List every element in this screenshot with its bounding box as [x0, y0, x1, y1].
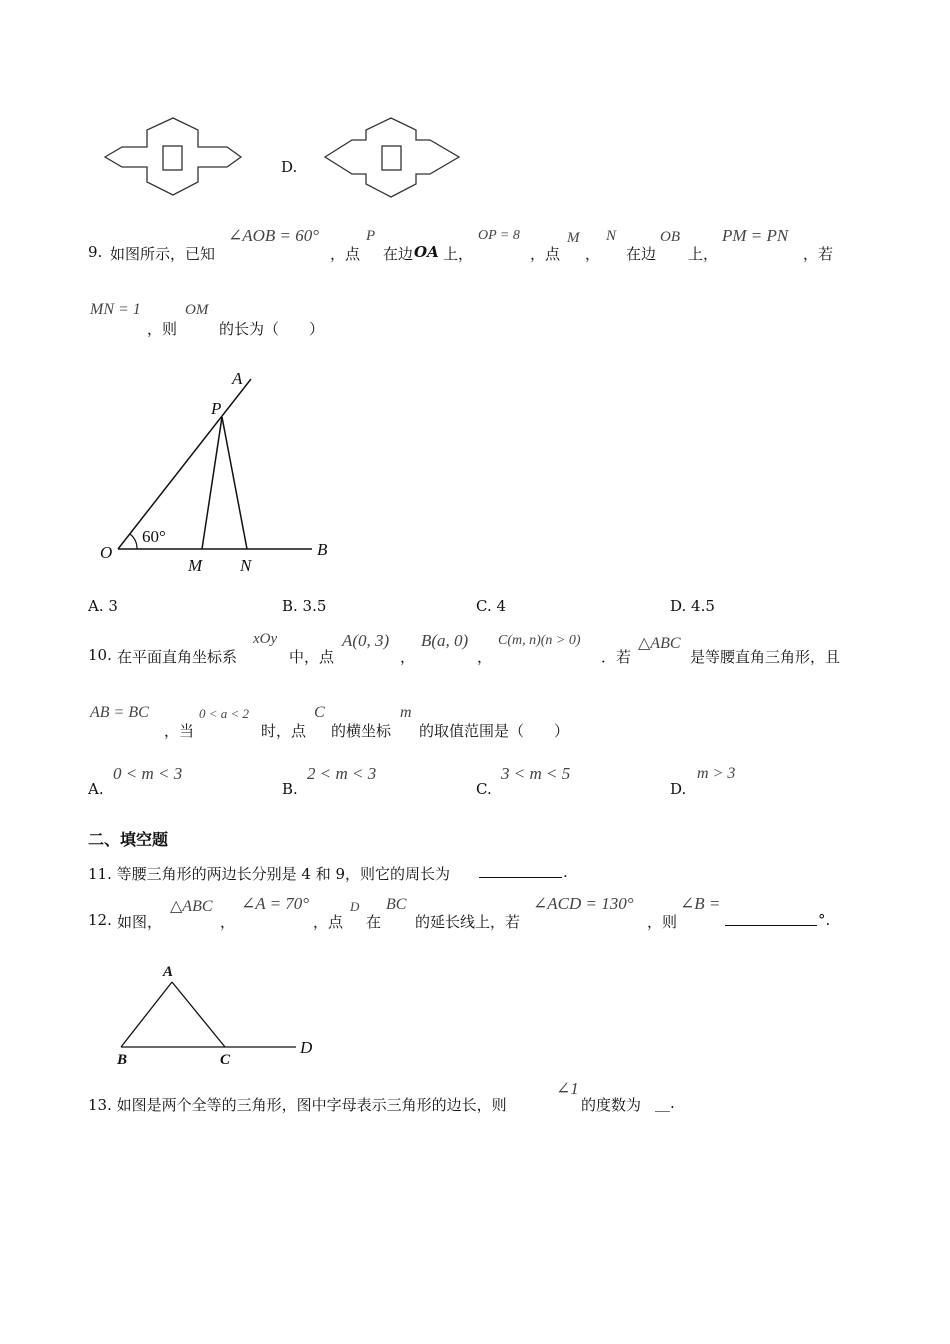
q10-text-3: ， — [400, 648, 416, 666]
q13-math-angle: ∠1 — [556, 1079, 579, 1098]
q9-text-2: ，点 — [330, 245, 361, 263]
q9-text-3: 在边 — [383, 245, 414, 263]
q9-math-pm-pn: PM = PN — [722, 226, 789, 245]
q9-text-6: ， — [585, 245, 601, 263]
q9-text-4: 上， — [443, 245, 474, 263]
q9-math-mn: MN = 1 — [90, 301, 141, 318]
q12-text-1: 如图， — [117, 913, 163, 931]
q10-text-1: 在平面直角坐标系 — [117, 648, 238, 666]
q10-option-d-label[interactable]: D. — [670, 780, 687, 798]
q10-math-m: m — [400, 704, 412, 721]
q10-option-a-math: 0 < m < 3 — [113, 764, 183, 783]
q10-text-5: ．若 — [601, 648, 632, 666]
q12-math-triangle: △ABC — [170, 898, 213, 915]
q10-number: 10. — [88, 646, 112, 664]
q10-text-6: 是等腰直角三角形，且 — [690, 648, 841, 666]
q9-math-p: P — [366, 228, 376, 244]
q10-math-a: A(0, 3) — [342, 631, 390, 650]
q13-text-2: 的度数为 — [581, 1096, 642, 1114]
label-b: B — [317, 540, 328, 559]
q12-text-2: ， — [220, 913, 236, 931]
q12-math-d: D — [350, 899, 360, 914]
section-title: 二、填空题 — [88, 830, 169, 849]
q9-option-b[interactable]: B. 3.5 — [282, 597, 327, 615]
q12-end: °. — [818, 911, 831, 929]
q10-option-a-label[interactable]: A. — [88, 780, 104, 798]
label-n: N — [240, 556, 252, 575]
q12-text-3: ，点 — [313, 913, 344, 931]
q9-text-9: ，若 — [803, 245, 834, 263]
q10-math-ab-bc: AB = BC — [90, 704, 149, 721]
q12-number: 12. — [88, 911, 112, 929]
q10-option-b-label[interactable]: B. — [282, 780, 298, 798]
q10-math-triangle: △ABC — [638, 635, 681, 652]
q12-math-angle-b: ∠B = — [680, 894, 721, 913]
q9-math-angle: ∠AOB = 60° — [228, 226, 320, 245]
q12-text-6: ，则 — [647, 913, 678, 931]
q10-math-c-point: C — [314, 704, 325, 721]
q10-text-9: 的横坐标 — [331, 722, 392, 740]
label-a: A — [163, 964, 174, 980]
q9-text-8: 上， — [688, 245, 719, 263]
q10-option-b-math: 2 < m < 3 — [307, 764, 377, 783]
q12-math-angle-acd: ∠ACD = 130° — [533, 894, 634, 913]
q10-option-c-label[interactable]: C. — [476, 780, 492, 798]
q12-text-4: 在 — [366, 913, 382, 931]
q9-text-7: 在边 — [626, 245, 657, 263]
q9-option-a[interactable]: A. 3 — [88, 597, 118, 615]
q10-text-7: ，当 — [164, 722, 195, 740]
label-a: A — [232, 369, 243, 388]
q9-option-c[interactable]: C. 4 — [476, 597, 507, 615]
q11-end: . — [563, 863, 568, 881]
q10-math-c: C(m, n)(n > 0) — [498, 633, 581, 648]
label-d: D — [300, 1038, 313, 1057]
label-b: B — [117, 1052, 128, 1068]
q11-text: 11. 等腰三角形的两边长分别是 4 和 9，则它的周长为 — [88, 865, 451, 883]
q10-text-2: 中，点 — [289, 648, 335, 666]
q8-option-d-label: D. — [281, 158, 298, 176]
q9-oa: OA — [414, 243, 439, 261]
q10-text-4: ， — [477, 648, 493, 666]
label-p: P — [211, 399, 222, 418]
q10-option-d-math: m > 3 — [697, 765, 736, 782]
q12-math-bc: BC — [386, 896, 407, 913]
label-o: O — [100, 543, 113, 562]
q13-text-1: 13. 如图是两个全等的三角形，图中字母表示三角形的边长，则 — [88, 1096, 507, 1114]
q9-math-n: N — [606, 228, 617, 244]
q9-text-5: ，点 — [530, 245, 561, 263]
segment-ab — [121, 982, 172, 1047]
q9-math-m: M — [567, 230, 580, 246]
q12-text-5: 的延长线上，若 — [415, 913, 521, 931]
segment-ac — [172, 982, 225, 1047]
q9-number: 9. — [88, 243, 103, 261]
label-c: C — [220, 1052, 231, 1068]
q10-text-10: 的取值范围是（ ） — [419, 722, 570, 740]
q9-option-d[interactable]: D. 4.5 — [670, 597, 715, 615]
q12-math-angle-a: ∠A = 70° — [241, 894, 310, 913]
q10-math-condition: 0 < a < 2 — [199, 706, 250, 721]
q10-math-xoy: xOy — [253, 631, 278, 647]
q9-text-10: ，则 — [147, 320, 178, 338]
q10-math-b: B(a, 0) — [421, 631, 469, 650]
q9-text-1: 如图所示，已知 — [110, 245, 216, 263]
q9-math-om: OM — [185, 302, 209, 318]
q9-math-ob: OB — [660, 229, 680, 245]
label-angle-60: 60° — [142, 527, 166, 546]
q13-end[interactable]: __. — [655, 1094, 675, 1112]
q9-math-op: OP = 8 — [478, 228, 520, 243]
q9-text-11: 的长为（ ） — [219, 320, 325, 338]
label-m: M — [188, 556, 203, 575]
q10-option-c-math: 3 < m < 5 — [501, 764, 571, 783]
q10-text-8: 时，点 — [261, 722, 307, 740]
